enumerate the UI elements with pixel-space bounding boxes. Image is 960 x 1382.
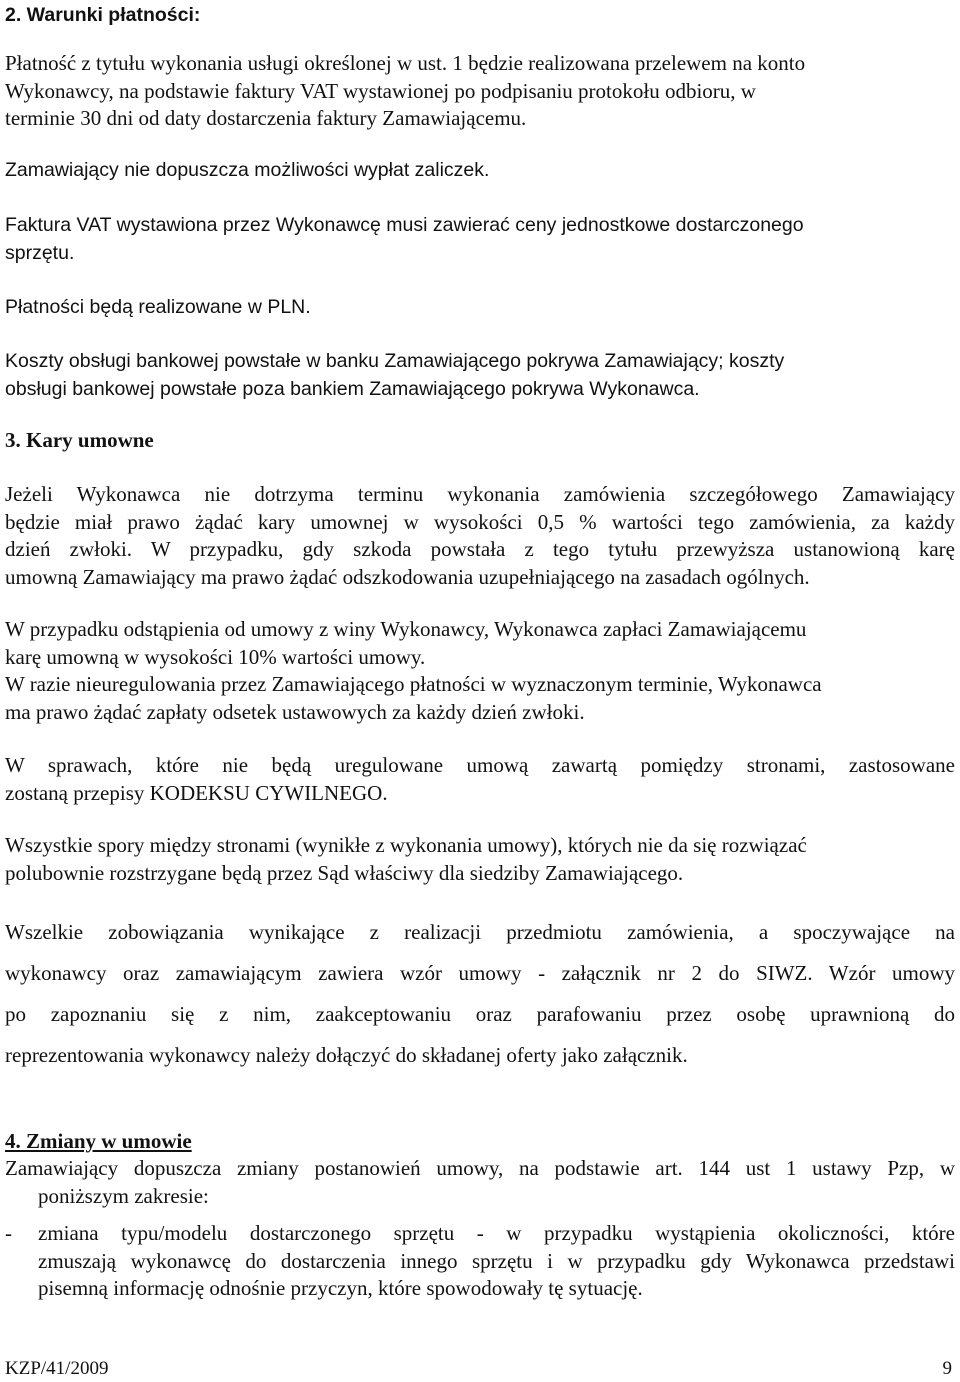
section-3-paragraph-3 (5, 671, 955, 726)
section-2-paragraph-3 (5, 212, 955, 267)
section-3-paragraph-5 (5, 832, 955, 887)
section-2-paragraph-5 (5, 348, 955, 403)
text-line: Zamawiający dopuszcza zmiany postanowień umowy, na podstawie art. 144 ust 1 ustawy Pzp, w (5, 1156, 955, 1180)
section-2-heading: 2. Warunki płatności: (5, 4, 201, 26)
text-line: pisemną informację odnośnie przyczyn, które spowodowały tę sytuację. (38, 1276, 643, 1300)
footer-page-number: 9 (942, 1358, 952, 1379)
section-4-heading-text: 4. Zmiany w umowie (5, 1129, 192, 1153)
section-4-list-item (5, 1220, 955, 1303)
text-line: umowną Zamawiający ma prawo żądać odszkodowania uzupełniającego na zasadach ogólnych. (5, 564, 810, 589)
text-line: po zapoznaniu się z nim, zaakceptowaniu oraz parafowaniu przez osobę uprawnioną do (5, 1002, 955, 1026)
section-3-paragraph-1 (5, 481, 955, 591)
text-line: obsługi bankowej powstałe poza bankiem Zamawiającego pokrywa Wykonawca. (5, 377, 700, 400)
text-line: Koszty obsługi bankowej powstałe w banku Zamawiającego pokrywa Zamawiający; koszty (5, 350, 785, 372)
section-3-heading: 3. Kary umowne (5, 428, 154, 452)
text-line: karę umowną w wysokości 10% wartości umowy. (5, 644, 426, 669)
text-line: W sprawach, które nie będą uregulowane umową zawartą pomiędzy stronami, zastosowane (5, 753, 955, 777)
text-line: zmuszają wykonawcę do dostarczenia innego sprzętu i w przypadku gdy Wykonawca przedstawi (38, 1248, 955, 1273)
text-line: Płatność z tytułu wykonania usługi określonej w ust. 1 będzie realizowana przelewem na konto (5, 51, 806, 75)
text-line: zostaną przepisy KODEKSU CYWILNEGO. (5, 780, 388, 805)
section-3-paragraph-4 (5, 752, 955, 807)
text-line: sprzętu. (5, 241, 75, 264)
text-line: reprezentowania wykonawcy należy dołączyć do składanej oferty jako załącznik. (5, 1043, 688, 1067)
text-line: dzień zwłoki. W przypadku, gdy szkoda powstała z tego tytułu przewyższa ustanowioną karę (5, 537, 955, 561)
text-line: wykonawcy oraz zamawiającym zawiera wzór umowy - załącznik nr 2 do SIWZ. Wzór umowy (5, 961, 955, 985)
text-line: Jeżeli Wykonawca nie dotrzyma terminu wykonania zamówienia szczegółowego Zamawiający (5, 482, 955, 506)
list-item-text (38, 1220, 955, 1303)
text-line: zmiana typu/modelu dostarczonego sprzętu - w przypadku wystąpienia okoliczności, które (38, 1221, 955, 1245)
footer-reference: KZP/41/2009 (5, 1358, 109, 1379)
section-4-intro (5, 1155, 955, 1210)
text-line: ma prawo żądać zapłaty odsetek ustawowych za każdy dzień zwłoki. (5, 699, 585, 724)
text-line: polubownie rozstrzygane będą przez Sąd właściwy dla siedziby Zamawiającego. (5, 860, 684, 885)
list-dash: - (5, 1221, 12, 1245)
text-line: W przypadku odstąpienia od umowy z winy Wykonawcy, Wykonawca zapłaci Zamawiającemu (5, 617, 807, 641)
text-line: poniższym zakresie: (38, 1183, 209, 1208)
text-line: Wszystkie spory między stronami (wynikłe z wykonania umowy), których nie da się rozwiązać (5, 833, 807, 857)
section-2-paragraph-1 (5, 50, 955, 133)
text-line: terminie 30 dni od daty dostarczenia faktury Zamawiającemu. (5, 106, 527, 130)
text-line: W razie nieuregulowania przez Zamawiającego płatności w wyznaczonym terminie, Wykonawca (5, 672, 822, 696)
text-line: będzie miał prawo żądać kary umownej w wysokości 0,5 % wartości tego zamówienia, za każdy (5, 509, 955, 534)
text-line: Wszelkie zobowiązania wynikające z realizacji przedmiotu zamówienia, a spoczywające na (5, 920, 955, 944)
text-line: Wykonawcy, na podstawie faktury VAT wystawionej po podpisaniu protokołu odbioru, w (5, 78, 756, 103)
section-2-paragraph-4: Płatności będą realizowane w PLN. (5, 296, 311, 318)
section-2-paragraph-2: Zamawiający nie dopuszcza możliwości wypłat zaliczek. (5, 159, 490, 181)
section-3-paragraph-2 (5, 616, 955, 671)
section-3-paragraph-6 (5, 912, 955, 1076)
text-line: Faktura VAT wystawiona przez Wykonawcę musi zawierać ceny jednostkowe dostarczonego (5, 214, 804, 236)
section-4-heading (5, 1128, 955, 1156)
